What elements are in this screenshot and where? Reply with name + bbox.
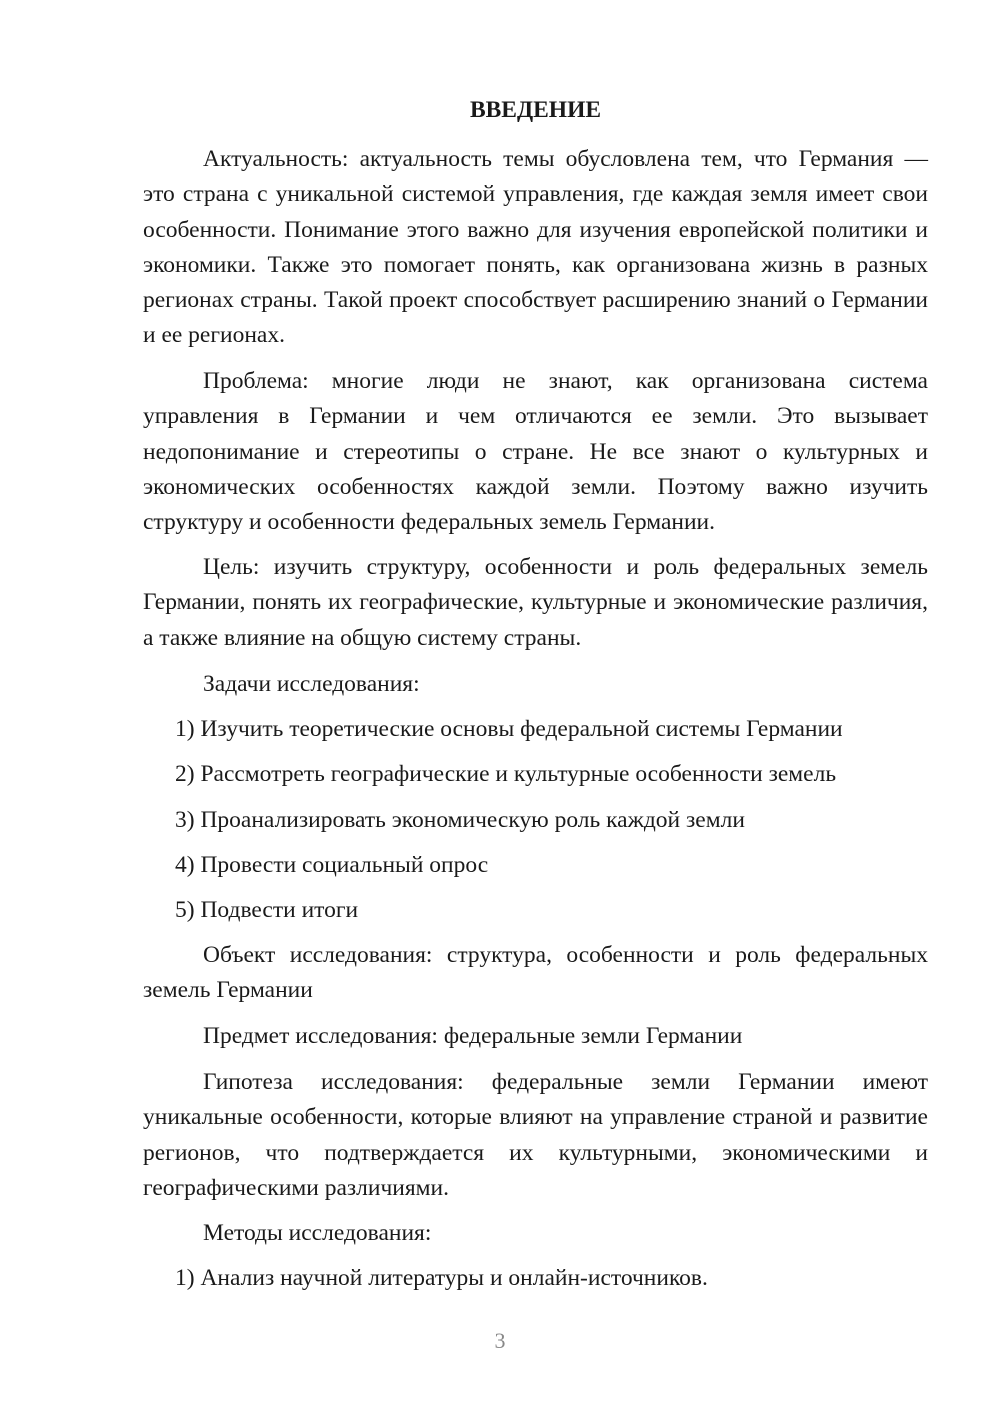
paragraph-subject: Предмет исследования: федеральные земли Германии — [203, 1023, 743, 1049]
method-item-1: 1) Анализ научной литературы и онлайн-источников. — [175, 1265, 708, 1291]
paragraph-goal: Цель: изучить структуру, особенности и роль федеральных земель Германии, понять их географические, культурные и экономические различия, а также влияние на общую систему страны. — [143, 554, 928, 651]
paragraph-hypothesis: Гипотеза исследования: федеральные земли Германии имеют уникальные особенности, которые влияют на управление страной и развитие регионов, что подтверждается их культурными, экономическими и географическими различиями. — [143, 1069, 928, 1201]
methods-heading: Методы исследования: — [203, 1220, 432, 1246]
section-title: ВВЕДЕНИЕ — [469, 97, 602, 123]
task-item-4: 4) Провести социальный опрос — [175, 852, 489, 878]
task-item-3: 3) Проанализировать экономическую роль каждой земли — [175, 807, 745, 833]
task-item-5: 5) Подвести итоги — [175, 897, 359, 923]
paragraph-object: Объект исследования: структура, особенности и роль федеральных земель Германии — [143, 942, 928, 1004]
task-item-1: 1) Изучить теоретические основы федеральной системы Германии — [175, 716, 843, 742]
paragraph-relevance: Актуальность: актуальность темы обусловлена тем, что Германия — это страна с уникальной системой управления, где каждая земля имеет свои особенности. Понимание этого важно для изучения европейской политики и экономики. Также это помогает понять, как организована жизнь в разных регионах страны. Такой проект способствует расширению знаний о Германии и ее регионах. — [143, 146, 928, 349]
task-item-2: 2) Рассмотреть географические и культурные особенности земель — [175, 761, 837, 787]
page-number: 3 — [494, 1328, 506, 1353]
tasks-heading: Задачи исследования: — [203, 671, 420, 697]
paragraph-problem: Проблема: многие люди не знают, как организована система управления в Германии и чем отличаются ее земли. Это вызывает недопонимание и стереотипы о стране. Не все знают о культурных и экономических особенностях каждой земли. Поэтому важно изучить структуру и особенности федеральных земель Германии. — [143, 368, 928, 536]
